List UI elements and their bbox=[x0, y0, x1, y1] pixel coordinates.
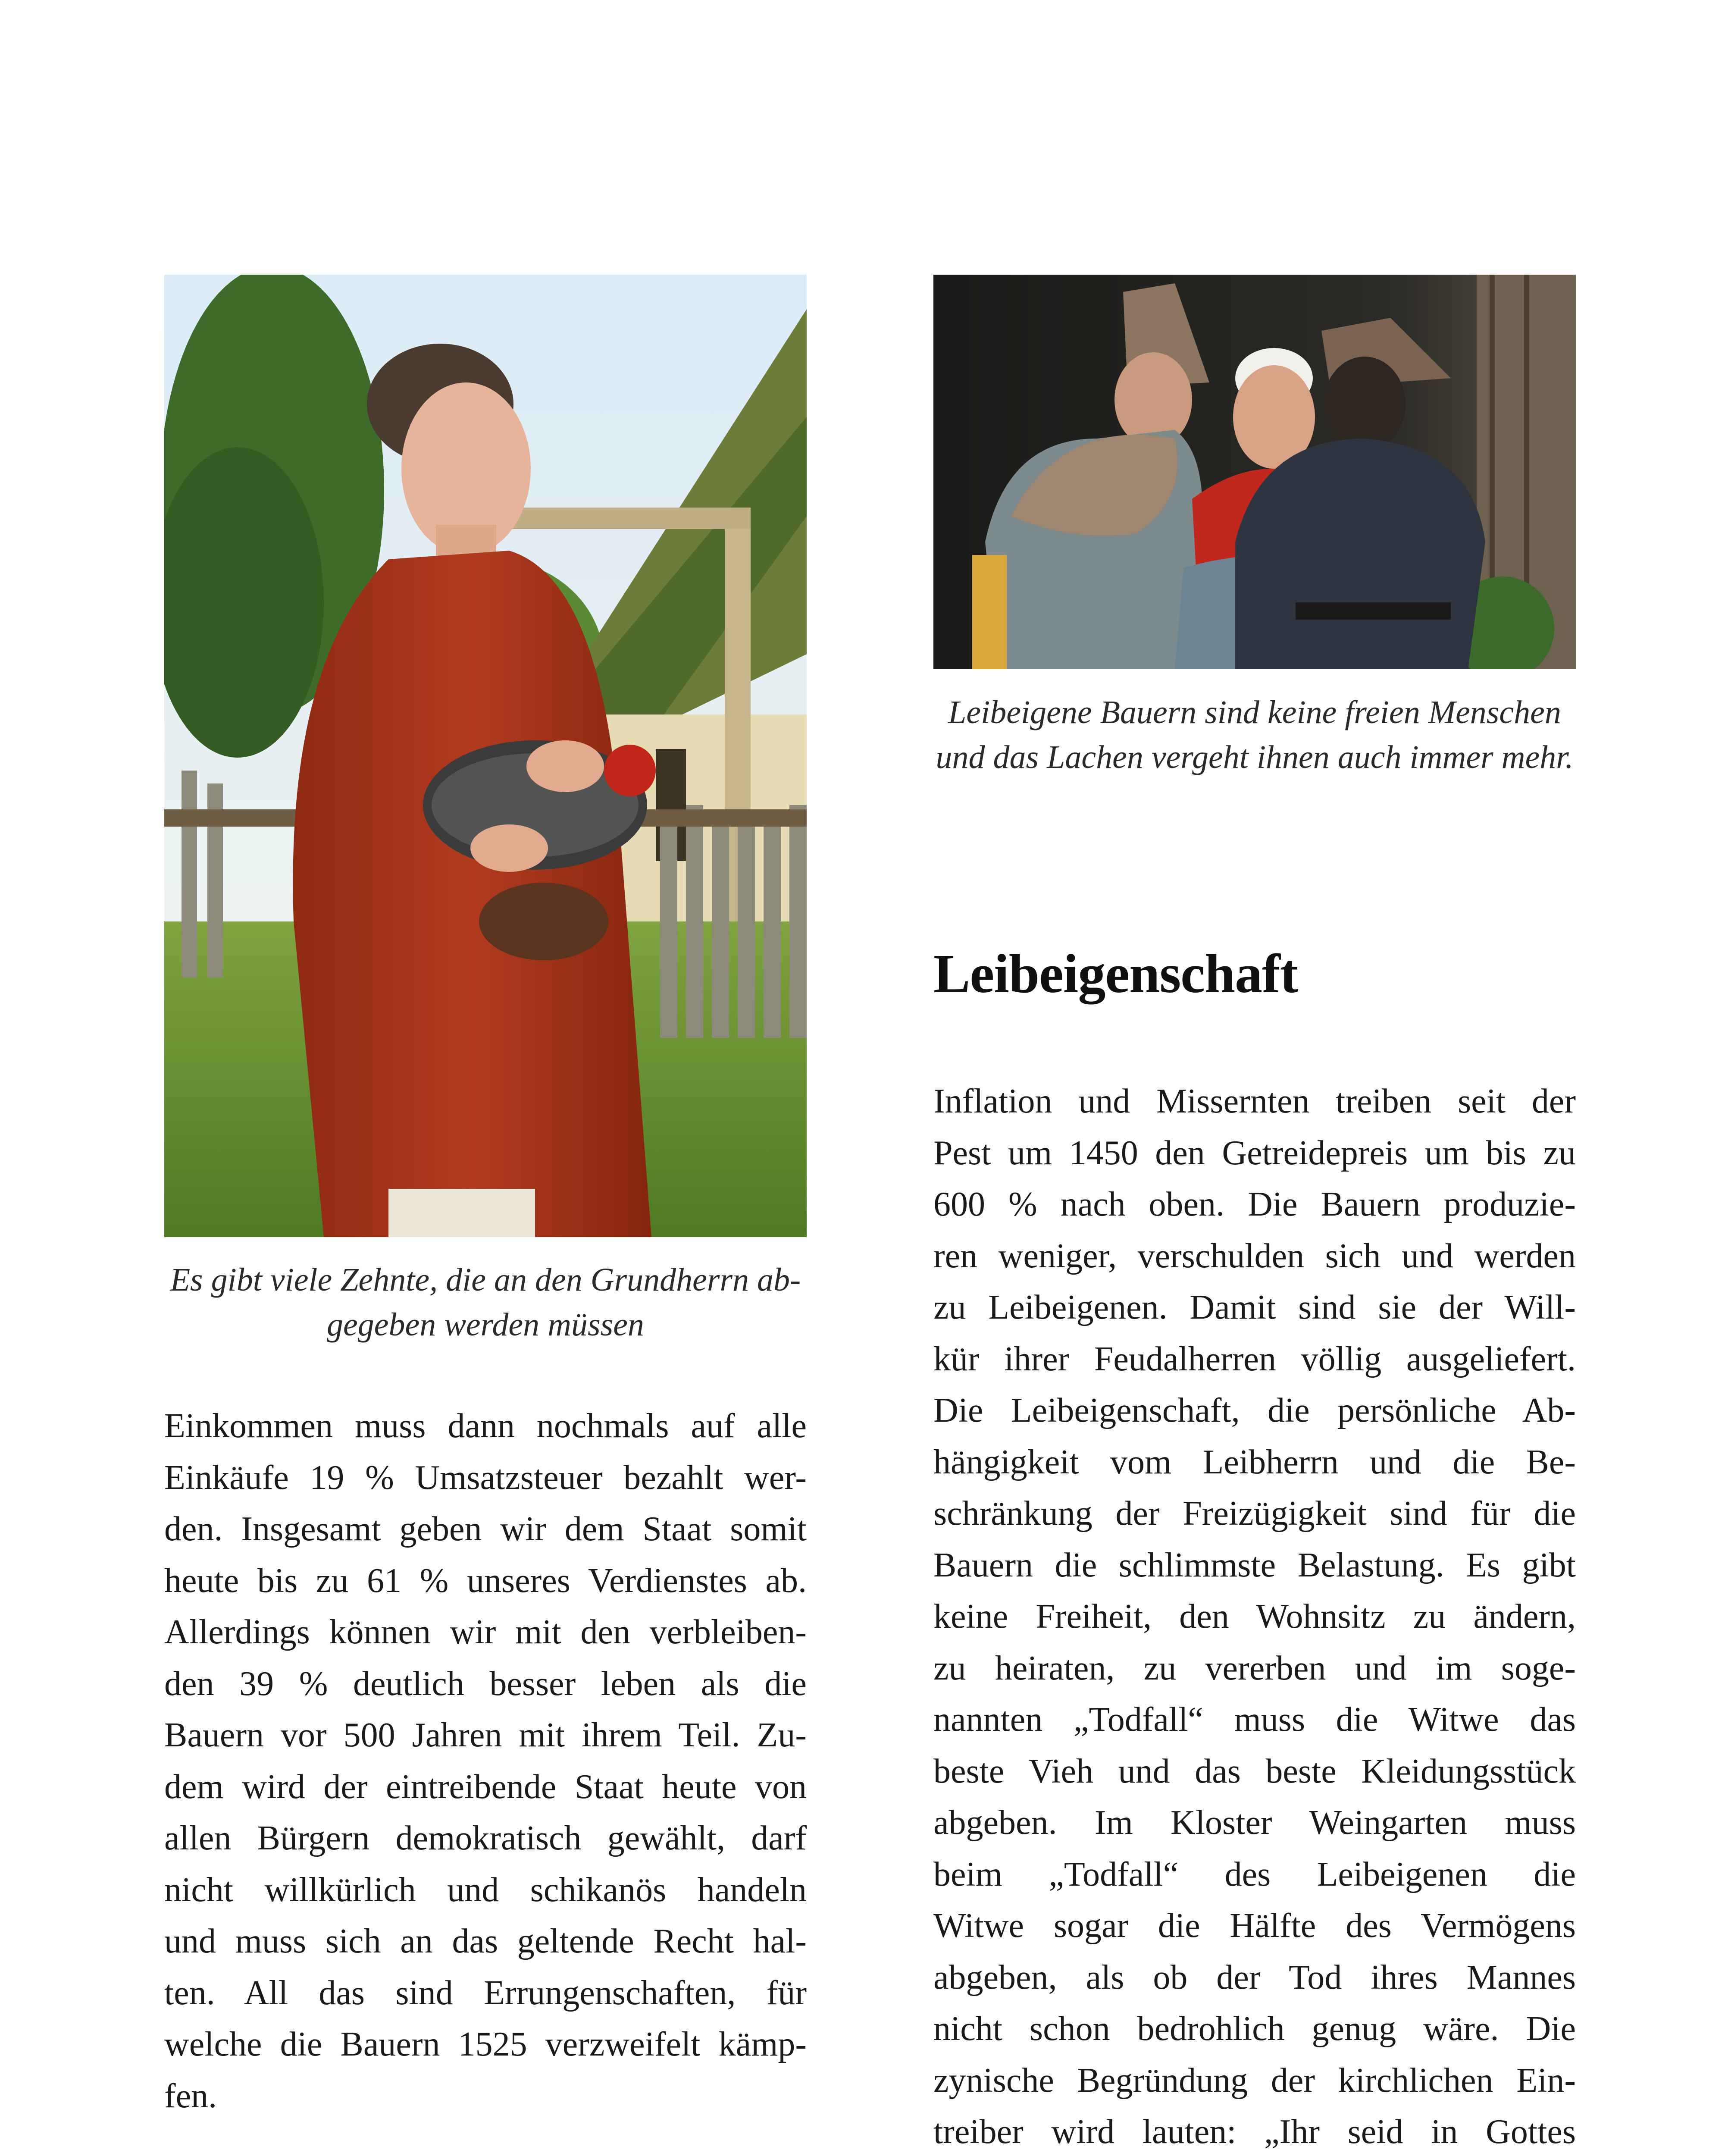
text-line: Inflation und Missernten treiben seit der bbox=[933, 1082, 1576, 1120]
text-line: treiber wird lauten: „Ihr seid in Gottes bbox=[933, 2113, 1576, 2151]
peasant-with-hen-illustration bbox=[164, 275, 807, 1237]
text-line: beste Vieh und das beste Kleidungsstück bbox=[933, 1752, 1576, 1790]
caption-line: gegeben werden müssen bbox=[327, 1307, 644, 1343]
text-line: nicht schon bedrohlich genug wäre. Die bbox=[933, 2010, 1576, 2048]
text-line: 600 % nach oben. Die Bauern produzie- bbox=[933, 1185, 1576, 1223]
text-line: den 39 % deutlich besser leben als die bbox=[164, 1664, 807, 1703]
caption-right-photo bbox=[933, 690, 1576, 780]
caption-line: Es gibt viele Zehnte, die an den Grundherrn ab- bbox=[170, 1262, 801, 1298]
right-column-text bbox=[933, 1076, 1576, 2156]
text-line: zynische Begründung der kirchlichen Ein- bbox=[933, 2061, 1576, 2100]
text-line: zu heiraten, zu vererben und im soge- bbox=[933, 1649, 1576, 1687]
caption-left-photo bbox=[164, 1257, 807, 1347]
text-line: abgeben, als ob der Tod ihres Mannes bbox=[933, 1958, 1576, 1996]
text-line: Pest um 1450 den Getreidepreis um bis zu bbox=[933, 1134, 1576, 1172]
text-line: hängigkeit vom Leibherrn und die Be- bbox=[933, 1443, 1576, 1481]
text-line: fen. bbox=[164, 2077, 217, 2115]
text-line: ren weniger, verschulden sich und werden bbox=[933, 1237, 1576, 1275]
text-line: zu Leibeigenen. Damit sind sie der Will- bbox=[933, 1288, 1576, 1326]
text-line: nannten „Todfall“ muss die Witwe das bbox=[933, 1701, 1576, 1739]
text-line: ten. All das sind Errungenschaften, für bbox=[164, 1974, 807, 2012]
text-line: welche die Bauern 1525 verzweifelt kämp- bbox=[164, 2025, 807, 2063]
text-line: Einkäufe 19 % Umsatzsteuer bezahlt wer- bbox=[164, 1458, 807, 1497]
left-column-text bbox=[164, 1401, 807, 2122]
photo-laughing-peasants bbox=[933, 275, 1576, 669]
text-line: heute bis zu 61 % unseres Verdienstes ab. bbox=[164, 1561, 807, 1600]
text-line: den. Insgesamt geben wir dem Staat somit bbox=[164, 1510, 807, 1548]
photo-peasant-with-hen bbox=[164, 275, 807, 1237]
text-line: keine Freiheit, den Wohnsitz zu ändern, bbox=[933, 1598, 1576, 1636]
text-line: schränkung der Freizügigkeit sind für die bbox=[933, 1495, 1576, 1532]
text-line: kür ihrer Feudalherren völlig ausgeliefert. bbox=[933, 1340, 1576, 1378]
text-line: beim „Todfall“ des Leibeigenen die bbox=[933, 1855, 1576, 1893]
text-line: nicht willkürlich und schikanös handeln bbox=[164, 1871, 807, 1909]
text-line: Witwe sogar die Hälfte des Vermögens bbox=[933, 1907, 1576, 1945]
text-line: abgeben. Im Kloster Weingarten muss bbox=[933, 1804, 1576, 1842]
section-heading: Leibeigenschaft bbox=[933, 943, 1298, 1004]
text-line: Die Leibeigenschaft, die persönliche Ab- bbox=[933, 1391, 1576, 1429]
laughing-peasants-illustration bbox=[933, 275, 1576, 669]
text-line: Bauern vor 500 Jahren mit ihrem Teil. Zu- bbox=[164, 1716, 807, 1754]
text-line: Einkommen muss dann nochmals auf alle bbox=[164, 1407, 807, 1445]
text-line: Bauern die schlimmste Belastung. Es gibt bbox=[933, 1546, 1576, 1584]
caption-line: Leibeigene Bauern sind keine freien Menschen bbox=[948, 694, 1561, 730]
text-line: dem wird der eintreibende Staat heute von bbox=[164, 1767, 807, 1806]
text-line: und muss sich an das geltende Recht hal- bbox=[164, 1922, 807, 1960]
text-line: Allerdings können wir mit den verbleiben- bbox=[164, 1613, 807, 1651]
text-line: allen Bürgern demokratisch gewählt, darf bbox=[164, 1819, 807, 1857]
caption-line: und das Lachen vergeht ihnen auch immer mehr. bbox=[936, 739, 1574, 775]
